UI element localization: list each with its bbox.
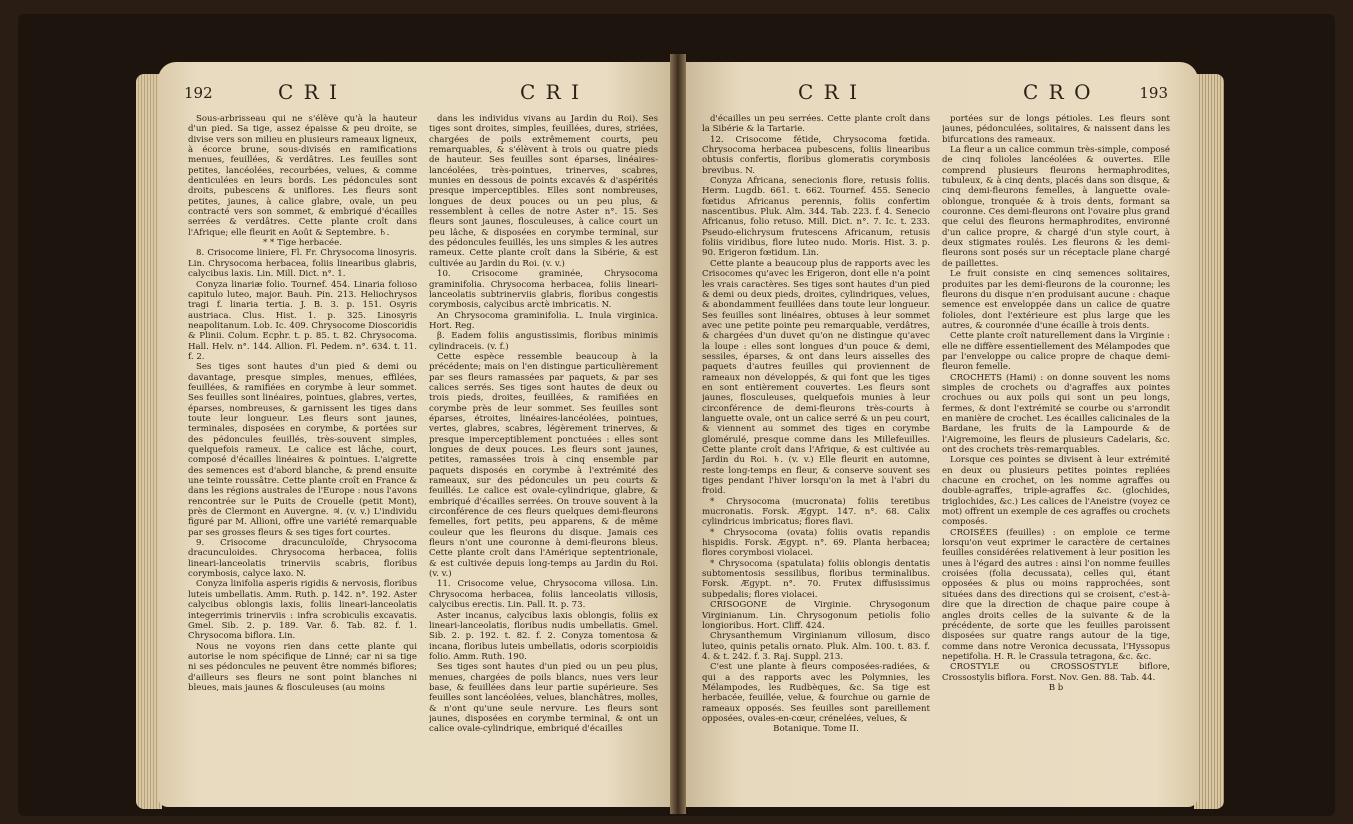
left-page-number: 192 (184, 84, 213, 102)
left-guide-word-2: C R I (520, 80, 581, 104)
right-columns (702, 114, 1170, 797)
right-page (678, 62, 1198, 807)
right-column-1 (702, 114, 930, 797)
paragraph: Conyza linifolia asperis rigidis & nervosis, floribus luteis umbellatis. Amm. Ruth. p. 142. n°. 192. Aster calycibus oblongis laxis, foliis lineari-lanceolatis integerrimis trinerviis : infra scrobiculis excavatis. Gmel. Sib. 2. p. 189. Var. δ. Tab. 82. f. 1. Chrysocoma biflora. Lin. (188, 579, 417, 642)
paragraph: Aster incanus, calycibus laxis oblongis, foliis ex lineari-lanceolatis, floribus nudis umbellatis. Gmel. Sib. 2. p. 192. t. 82. f. 2. Conyza tomentosa & incana, floribus luteis umbellatis, odoris scorpioidis folio. Amm. Ruth. 190. (429, 610, 658, 662)
paragraph: CROCHETS (Hami) : on donne souvent les noms simples de crochets ou d'agraffes aux pointes crochues ou aux poils qui sont un peu longs, fermes, & dont l'extrémité se courbe ou s'arrondit en manière de crochet. Les écailles calicinales de la Bardane, les fruits de la Lampourde & de l'Aigremoine, les fleurs de plusieurs Cadelaris, &c. ont des crochets très-remarquables. (942, 372, 1170, 455)
right-running-head (678, 80, 1198, 110)
paragraph: dans les individus vivans au Jardin du Roi). Ses tiges sont droites, simples, feuillées, dures, striées, chargées de poils extrêmement courts, peu remarquables, & s'élèvent à trois ou quatre pieds de hauteur. Ses feuilles sont éparses, linéaires-lancéolées, très-pointues, trinerves, scabres, munies en dessous de points excavés & d'aspérités presque imperceptibles. Elles sont nombreuses, longues de deux pouces ou un peu plus, & ressemblent à celles de notre Aster n°. 15. Ses fleurs sont jaunes, flosculeuses, à calice court un peu lâche, & disposées en corymbe terminal, sur des pédoncules feuillés, les uns simples & les autres rameux. Cette plante croît dans la Sibérie, & est cultivée au Jardin du Roi. (v. v.) (429, 114, 658, 269)
right-guide-word-1: C R I (798, 80, 859, 104)
paragraph: 11. Crisocome velue, Chrysocoma villosa. Lin. Chrysocoma herbacea, foliis lanceolatis villosis, calycibus erectis. Lin. Pall. It. p. 73. (429, 579, 658, 611)
left-running-head (158, 80, 678, 110)
paragraph: C'est une plante à fleurs composées-radiées, & qui a des rapports avec les Polymnies, les Mélampodes, les Rudbèques, &c. Sa tige est herbacée, feuillée, velue, & fourchue ou garnie de rameaux opposés. Ses feuilles sont pareillement opposées, ovales-en-cœur, crénelées, velues, & (702, 662, 930, 724)
signature-mark: B b (1048, 682, 1064, 693)
right-page-number: 193 (1139, 84, 1168, 102)
paragraph: Le fruit consiste en cinq semences solitaires, produites par les demi-fleurons de la couronne; les fleurons du disque n'en produisant aucune : chaque semence est enveloppée dans un calice de quatre folioles, dont l'extérieure est plus large que les autres, & couronnée d'une écaille à trois dents. (942, 269, 1170, 331)
paragraph: La fleur a un calice commun très-simple, composé de cinq folioles lancéolées & ouvertes. Elle comprend plusieurs fleurons hermaphrodites, tubuleux, & à cinq dents, placés dans son disque, & cinq demi-fleurons femelles, à languette ovale-oblongue, tronquée & à trois dents, formant sa couronne. Ces demi-fleurons ont l'ovaire plus grand que celui des fleurons hermaphrodites, environné d'un calice propre, & chargé d'un style court, à deux stigmates roulés. Les fleurons & les demi-fleurons sont posés sur un réceptacle plane chargé de paillettes. (942, 145, 1170, 269)
paragraph: Sous-arbrisseau qui ne s'élève qu'à la hauteur d'un pied. Sa tige, assez épaisse & peu droite, se divise vers son milieu en plusieurs rameaux ligneux, à écorce brune, sous-divisés en ramifications menues, feuillées, & verdâtres. Les feuilles sont petites, lancéolées, recourbées, velues, & comme denticulées en leurs bords. Les pédoncules sont droits, pubescens & uniflores. Les fleurs sont petites, jaunes, à calice glabre, ovale, un peu contracté vers son sommet, & embriqué d'écailles serrées & verdâtres. Cette plante croît dans l'Afrique; elle fleurit en Août & Septembre. ♄. (188, 114, 417, 238)
paragraph: Chrysanthemum Virginianum villosum, disco luteo, quinis petalis ornato. Pluk. Alm. 100. t. 83. f. 4. & t. 242. f. 3. Raj. Suppl. 213. (702, 631, 930, 662)
paragraph: Cette plante croît naturellement dans la Virginie : elle ne diffère essentiellement des Mélampodes que par l'enveloppe ou calice propre de chaque demi-fleuron femelle. (942, 331, 1170, 373)
paragraph: Ses tiges sont hautes d'un pied ou un peu plus, menues, chargées de poils blancs, nues vers leur base, & feuillées dans leur partie supérieure. Ses feuilles sont lancéolées, velues, blanchâtres, molles, & n'ont qu'une seule nervure. Les fleurs sont jaunes, disposées en corymbe terminal, & ont un calice ovale-cylindrique, embriqué d'écailles (429, 662, 658, 735)
paragraph: 8. Crisocome liniere, Fl. Fr. Chrysocoma linosyris. Lin. Chrysocoma herbacea, foliis linearibus glabris, calycibus laxis. Lin. Mill. Dict. n°. 1. (188, 248, 417, 280)
footer-volume: Botanique. Tome II. (773, 724, 859, 735)
paragraph: Nous ne voyons rien dans cette plante qui autorise le nom spécifique de Linné; car ni sa tige ni ses pédoncules ne peuvent être nommés biflores; d'ailleurs ses fleurs ne sont point blanches ni bleues, mais jaunes & flosculeuses (au moins (188, 641, 417, 693)
paragraph: CRISOGONE de Virginie. Chrysogonum Virginianum. Lin. Chrysogonum petiolis folio longioribus. Hort. Cliff. 424. (702, 600, 930, 631)
paragraph: β. Eadem foliis angustissimis, floribus minimis cylindraceis. (v. f.) (429, 331, 658, 352)
left-guide-word-1: C R I (278, 80, 339, 104)
section-heading: * * Tige herbacée. (263, 238, 342, 249)
paragraph: d'écailles un peu serrées. Cette plante croît dans la Sibérie & la Tartarie. (702, 114, 930, 135)
paragraph: Conyza linariæ folio. Tournef. 454. Linaria folioso capitulo luteo, major. Bauh. Pin. 213. Heliochrysos tragi f. linaria tertia. J. B. 3. p. 151. Osyris austriaca. Clus. Hist. 1. p. 325. Linosyris neapolitanum. Lob. Ic. 409. Chrysocome Dioscoridis & Plinii. Colum. Ecphr. t. p. 85. t. 82. Chrysocoma. Hall. Helv. n°. 144. Allion. Fl. Pedem. n°. 634. t. 11. f. 2. (188, 279, 417, 362)
paragraph: 10. Crisocome graminée, Chrysocoma graminifolia. Chrysocoma herbacea, foliis lineari-lanceolatis subtrinerviis glabris, floribus congestis corymbosis, calycibus arctè imbricatis. N. (429, 269, 658, 311)
book-gutter (670, 54, 686, 814)
paragraph: Ses tiges sont hautes d'un pied & demi ou davantage, presque simples, menues, effilées, feuillées, & ramifiées en corymbe à leur sommet. Ses feuilles sont linéaires, pointues, glabres, vertes, éparses, nombreuses, & garnissent les tiges dans toute leur longueur. Les fleurs sont jaunes, terminales, disposées en corymbe, & portées sur des pédoncules feuillés, très-souvent simples, quelquefois rameux. Le calice est lâche, court, composé d'écailles linéaires & pointues. L'aigrette des semences est d'abord blanche, & prend ensuite une teinte roussâtre. Cette plante croît en France & dans les régions australes de l'Europe : nous l'avons rencontrée sur le Puits de Crouelle (petit Mont), près de Clermont en Auvergne. ♃. (v. v.) L'individu figuré par M. Allioni, offre une variété remarquable par ses grosses fleurs & ses tiges fort courtes. (188, 362, 417, 538)
left-column-2 (429, 114, 658, 797)
paragraph: * Chrysocoma (spatulata) foliis oblongis dentatis subtomentosis sessilibus, floribus terminalibus. Forsk. Ægypt. n°. 70. Frutex diffusissimus subpedalis; flores violacei. (702, 558, 930, 600)
left-column-1 (188, 114, 417, 797)
left-columns (188, 114, 658, 797)
paragraph: Conyza Africana, senecionis flore, retusis foliis. Herm. Lugdb. 661. t. 662. Tournef. 455. Senecio fœtidus Africanus perennis, foliis confertim nascentibus. Pluk. Alm. 344. Tab. 223. f. 4. Senecio Africanus, folio retuso. Mill. Dict. n°. 7. Ic. t. 233. Pseudo-elichrysum frutescens Africanum, retusis foliis viridibus, flore luteo nudo. Moris. Hist. 3. p. 90. Erigeron fœtidum. Lin. (702, 176, 930, 259)
paragraph: * Chrysocoma (ovata) foliis ovatis repandis hispidis. Forsk. Ægypt. n°. 69. Planta herbacea; flores corymbosi violacei. (702, 527, 930, 559)
paragraph: Cette plante a beaucoup plus de rapports avec les Crisocomes qu'avec les Erigeron, dont elle n'a point les vrais caractères. Ses tiges sont hautes d'un pied & demi ou deux pieds, droites, cylindriques, velues, & abondamment feuillées dans toute leur longueur. Ses feuilles sont linéaires, obtuses à leur sommet avec une petite pointe peu remarquable, verdâtres, & chargées d'un duvet qu'on ne distingue qu'avec la loupe : elles sont longues d'un pouce & demi, sessiles, éparses, & ont dans leurs aisselles des paquets d'autres feuilles qui proviennent de rameaux non développés, & qui font que les tiges en sont entièrement couvertes. Les fleurs sont jaunes, flosculeuses, quelquefois munies à leur circonférence de demi-fleurons très-courts à languette ovale, ont un calice serré & un peu court, & viennent au sommet des tiges en corymbe glomérulé, presque comme dans les Millefeuilles. Cette plante croît dans l'Afrique, & est cultivée au Jardin du Roi. ♄. (v. v.) Elle fleurit en automne, reste long-temps en fleur, & conserve souvent ses tiges pendant l'hiver lorsqu'on la met à l'abri du froid. (702, 258, 930, 497)
right-page-edges (1194, 74, 1224, 809)
book-spread (18, 14, 1335, 816)
paragraph: Lorsque ces pointes se divisent à leur extrémité en deux ou plusieurs petites pointes repliées chacune en crochet, on les nomme agraffes ou double-agraffes, triple-agraffes &c. (glochides, triglochides, &c.) Les calices de l'Aneistre (voyez ce mot) offrent un exemple de ces agraffes ou crochets composés. (942, 455, 1170, 528)
right-column-2 (942, 114, 1170, 797)
paragraph: portées sur de longs pétioles. Les fleurs sont jaunes, pédonculées, solitaires, & naissent dans les bifurcations des rameaux. (942, 114, 1170, 145)
left-page (158, 62, 678, 807)
paragraph: CROISÉES (feuilles) : on emploie ce terme lorsqu'on veut exprimer le caractère de certaines feuilles considérées relativement à leur position les unes à l'égard des autres : ainsi l'on nomme feuilles croisées (folia decussata), celles qui, étant opposées & plus ou moins rapprochées, sont situées dans des directions qui se croisent, c'est-à-dire que la direction de chaque paire coupe à angles droits celles de la suivante & de la précédente, de sorte que les feuilles paroissent disposées sur quatre rangs autour de la tige, comme dans notre Veronica decussata, l'Hyssopus nepetifolia. H. R. le Crassula tetragona, &c. &c. (942, 527, 1170, 662)
paragraph: An Chrysocoma graminifolia. L. Inula virginica. Hort. Reg. (429, 310, 658, 331)
paragraph: Cette espèce ressemble beaucoup à la précédente; mais on l'en distingue particulièrement par ses fleurs ramassées par paquets, & par ses calices serrés. Ses tiges sont hautes de deux ou trois pieds, droites, feuillées, & ramifiées en corymbe près de leur sommet. Ses feuilles sont éparses, étroites, linéaires-lancéolées, pointues, vertes, glabres, scabres, légèrement trinerves, & presque imperceptiblement ponctuées : elles sont longues de deux pouces. Les fleurs sont jaunes, petites, ramassées trois à cinq ensemble par paquets disposés en corymbe à l'extrémité des rameaux, sur des pédoncules un peu courts & feuillés. Le calice est ovale-cylindrique, glabre, & embriqué d'écailles serrées. On trouve souvent à la circonférence de ces fleurs quelques demi-fleurons femelles, fort petits, peu apparens, & de même couleur que les fleurons du disque. Jamais ces fleurs n'ont une couronne à demi-fleurons bleus. Cette plante croît dans l'Amérique septentrionale, & est cultivée depuis long-temps au Jardin du Roi. (v. v.) (429, 351, 658, 580)
paragraph: * Chrysocoma (mucronata) foliis teretibus mucronatis. Forsk. Ægypt. 147. n°. 68. Calix cylindricus imbricatus; flores flavi. (702, 496, 930, 528)
paragraph: CROSTYLE ou CROSSOSTYLE biflore, Crossostylis biflora. Forst. Nov. Gen. 88. Tab. 44. (942, 662, 1170, 683)
paragraph: 12. Crisocome fétide, Chrysocoma fœtida. Chrysocoma herbacea pubescens, foliis linearibus obtusis confertis, floribus glomeratis corymbosis brevibus. N. (702, 134, 930, 176)
right-guide-word-2: C R O (1023, 80, 1093, 104)
paragraph: 9. Crisocome dracunculoïde, Chrysocoma dracunculoides. Chrysocoma herbacea, foliis lineari-lanceolatis trinerviis scabris, floribus corymbosis, calyce laxo. N. (188, 538, 417, 580)
